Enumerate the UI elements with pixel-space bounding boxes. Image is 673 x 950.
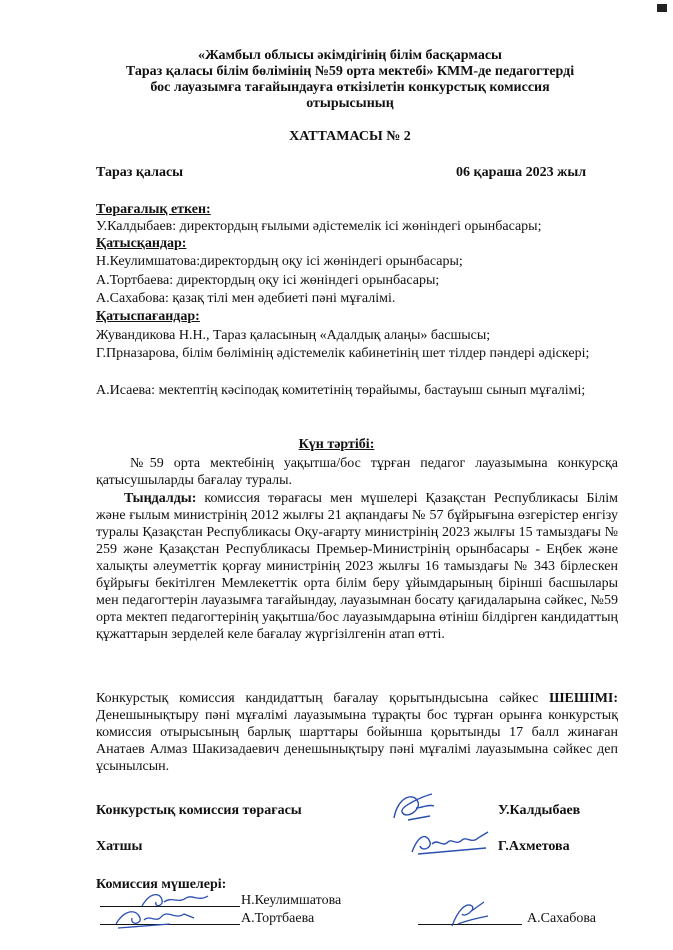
secretary-signature — [408, 826, 494, 858]
member-signature — [444, 898, 494, 930]
attendee-item: А.Исаева: мектептің кәсіподақ комитетінің төрайымы, бастауыш сынып мұғалімі; — [96, 383, 586, 398]
attendees-heading: Қатыспағандар: — [96, 309, 200, 324]
members-heading: Комиссия мүшелері: — [96, 877, 227, 892]
secretary-name: Г.Ахметова — [498, 839, 570, 854]
chair-role: Конкурстық комиссия төрағасы — [96, 803, 302, 818]
title-line-1: «Жамбыл облысы әкімдігінің білім басқармасы — [198, 48, 502, 63]
decision-intro: Конкурстық комиссия кандидаттың бағалау қорытындысына сәйкес — [96, 691, 539, 706]
decision-label: ШЕШІМІ: — [549, 691, 619, 706]
title-line-3: бос лауазымға тағайындауға өткізілетін конкурстық комиссия — [150, 80, 550, 95]
member-signature — [110, 904, 200, 930]
chairman-text: У.Калдыбаев: директордың ғылыми әдістемелік ісі жөніндегі орынбасары; — [96, 219, 542, 234]
protocol-title: ХАТТАМАСЫ № 2 — [289, 129, 411, 144]
chairman-heading: Төрағалық еткен: — [96, 202, 211, 217]
attendee-item: Жувандикова Н.Н., Тараз қаласының «Адалдық алаңы» басшысы; — [96, 328, 491, 343]
heard-paragraph — [96, 490, 618, 643]
agenda-text: №59 орта мектебінің уақытша/бос тұрған педагог лауазымына конкурсқа қатысушыларды бағалау туралы. — [96, 456, 618, 488]
heard-text: комиссия төрағасы мен мүшелері Қазақстан Республикасы Білім және ғылым министрінің 2012 жылғы 21 ақпандағы № 57 бұйрығына өзгерістер енгізу туралы Қазақстан Республикасы Оқу-ағарту министрінің 2023 жылғы 15 тамыздағы № 259 және Қазақстан Республикасы Премьер-Министрінің орынбасары - Еңбек және халықты әлеуметтік қорғау министрінің 2023 жылғы 16 тамыздағы № 343 бірлескен бұйрығы бекітілген Мемлекеттік орта білім беру ұйымдарының бірінші басшылары мен педагогтерін лауазымға тағайындау, лауазымнан босату қағидаларына сәйкес, №59 орта мектеп педагогтерінің уақытша/бос лауазымдарына өтініш білдірген кандидаттың құжаттарын зерделей келе бағалау жүргізілгенін атап өтті. — [96, 491, 618, 642]
secretary-role: Хатшы — [96, 839, 143, 854]
title-line-2: Тараз қаласы білім бөлімінің №59 орта мектебі» КММ-де педагогтерді — [125, 64, 575, 79]
participant-item: А.Сахабова: қазақ тілі мен әдебиеті пәні мұғалімі. — [96, 291, 396, 306]
member-name: А.Сахабова — [527, 911, 596, 926]
member-name: А.Тортбаева — [241, 911, 315, 926]
agenda-heading: Күн тәртібі: — [298, 437, 375, 452]
chair-name: У.Калдыбаев — [498, 803, 581, 818]
member-name: Н.Кеулимшатова — [241, 893, 342, 908]
decision-text: Денешынықтыру пәні мұғалімі лауазымына тұрақты бос тұрған орынға конкурстық комиссия отырысының барлық шарттары бойынша қорытынды 17 балл жинаған Анатаев Алмаз Шакизадаевич денешынықтыру пәні мұғалімі лауазымына сәйкес деп ұсынылсын. — [96, 708, 618, 774]
date: 06 қараша 2023 жыл — [456, 165, 587, 180]
participants-heading: Қатысқандар: — [96, 236, 187, 251]
scan-corner-mark — [657, 4, 667, 12]
participant-item: А.Тортбаева: директордың оқу ісі жөніндегі орынбасары; — [96, 273, 440, 288]
attendee-item: Г.Прназарова, білім бөлімінің әдістемелік кабинетінің шет тілдер пәндері әдіскері; — [96, 346, 590, 361]
decision-paragraph — [96, 690, 618, 775]
title-line-4: отырысының — [306, 96, 394, 111]
chair-signature — [388, 790, 448, 824]
heard-label: Тыңдалды: — [124, 491, 197, 506]
city: Тараз қаласы — [96, 165, 184, 180]
participant-item: Н.Кеулимшатова:директордың оқу ісі жөніндегі орынбасары; — [96, 254, 463, 269]
